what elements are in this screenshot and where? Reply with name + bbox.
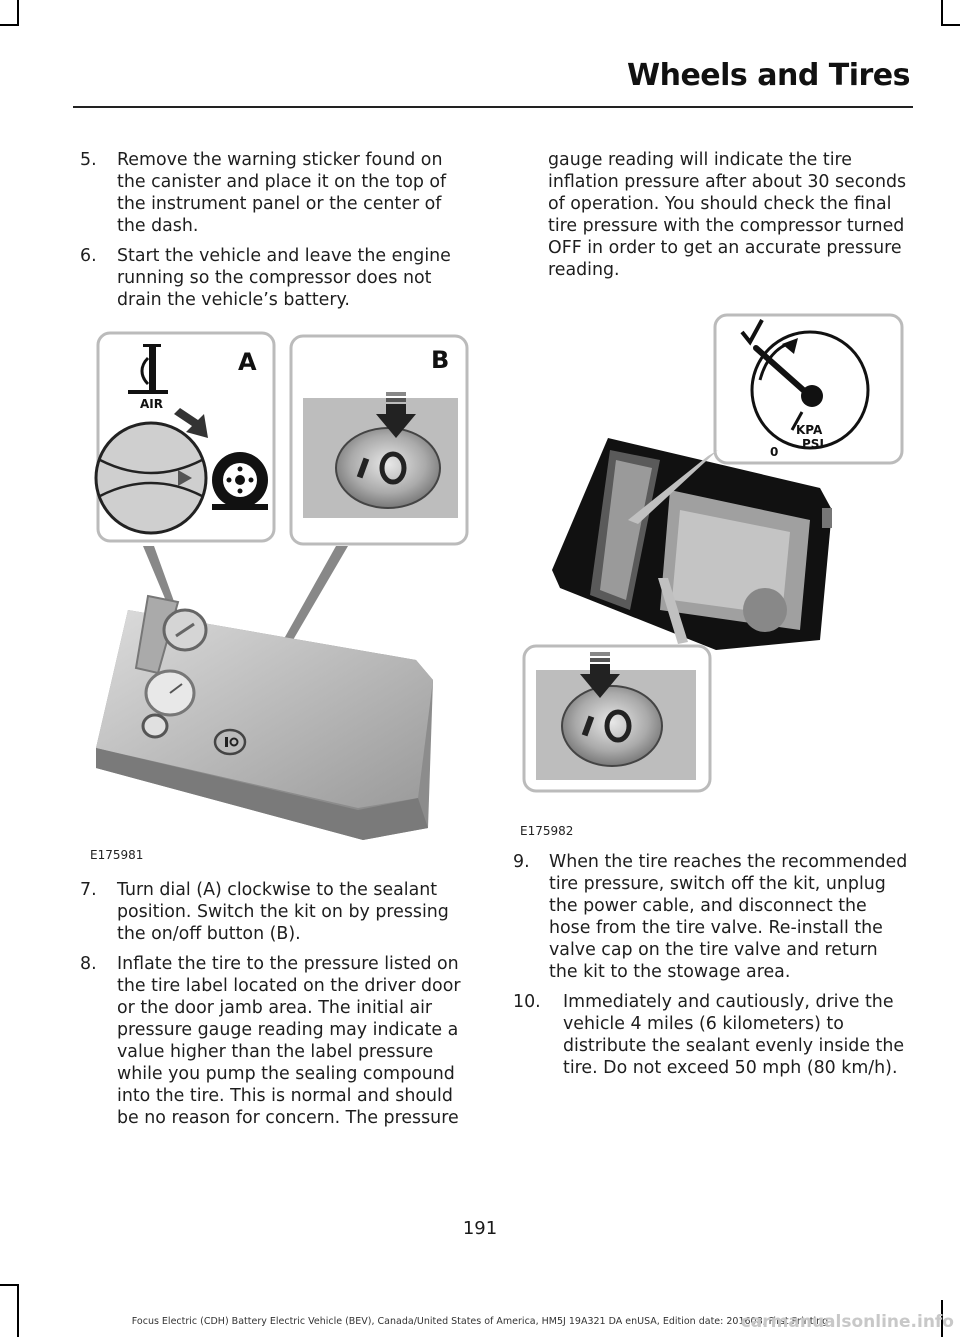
step-text: Immediately and cautiously, drive the vehicle 4 miles (6 kilometers) to distribute the sealant evenly inside the tire. Do not exceed 50 mph (80 km/h). [563, 992, 905, 1078]
inflator-kit-figure [88, 328, 473, 858]
step-6 [80, 245, 470, 311]
inflator-kit-body [96, 596, 433, 840]
dial-knob-icon [96, 423, 206, 533]
step-text: Turn dial (A) clockwise to the sealant position. Switch the kit on by pressing the on/off button (B). [117, 880, 449, 944]
page-title: Wheels and Tires [627, 58, 910, 93]
pressure-gauge-illustration [520, 310, 908, 800]
right-continuation [548, 149, 908, 281]
step-number: 9. [513, 852, 530, 872]
step-text: Inflate the tire to the pressure listed on the tire label located on the driver door or the door jamb area. The initial air pressure gauge reading may indicate a value higher than the label pressure while you pump the sealing compound into the tire. This is normal and should be no reason for concern. The pressure [117, 954, 461, 1128]
gauge-unit-kpa: KPA [796, 423, 823, 437]
step-9 [513, 851, 908, 983]
pressure-gauge-figure [520, 310, 908, 800]
figure-code: E175982 [520, 824, 574, 838]
step-number: 5. [80, 150, 97, 170]
step-number: 7. [80, 880, 97, 900]
step-7 [80, 879, 474, 945]
step-number: 10. [513, 992, 541, 1012]
power-button-icon [562, 686, 662, 766]
crop-mark-top-left-h [0, 24, 19, 26]
step-number: 6. [80, 246, 97, 266]
gauge-unit-psi: PSI [802, 437, 824, 451]
header-divider [73, 106, 913, 108]
left-steps-after [80, 879, 474, 1137]
continuation-text: gauge reading will indicate the tire inflation pressure after about 30 seconds of operation. You should check the final tire pressure with the compressor turned OFF in order to get an accurate pressure reading. [548, 150, 907, 280]
watermark: carmanualsonline.info [740, 1312, 954, 1332]
step-text: When the tire reaches the recommended tire pressure, switch off the kit, unplug the power cable, and disconnect the hose from the tire valve. Re-install the valve cap on the tire valve and return the kit to the stowage area. [549, 852, 908, 982]
figure-code: E175981 [90, 848, 144, 862]
air-label: AIR [140, 397, 163, 411]
step-8 [80, 953, 474, 1129]
crop-mark-bottom-left-v [17, 1284, 19, 1337]
right-steps [513, 851, 908, 1087]
power-button-icon [336, 428, 440, 508]
crop-mark-bottom-left-h [0, 1284, 19, 1286]
step-10 [513, 991, 908, 1079]
step-text: Start the vehicle and leave the engine running so the compressor does not drain the vehicle’s battery. [117, 246, 451, 310]
gauge-zero: 0 [770, 445, 779, 459]
label-a: A [238, 348, 257, 376]
step-text: Remove the warning sticker found on the canister and place it on the top of the instrument panel or the center of the dash. [117, 150, 447, 236]
page-number: 191 [462, 1218, 498, 1239]
crop-mark-top-left-v [17, 0, 19, 26]
crop-mark-top-right-h [941, 24, 960, 26]
step-number: 8. [80, 954, 97, 974]
label-b: B [431, 346, 450, 374]
left-steps-before [80, 149, 470, 319]
crop-mark-top-right-v [941, 0, 943, 26]
step-5 [80, 149, 470, 237]
inflator-kit-illustration [88, 328, 473, 858]
footer-edition-info: Focus Electric (CDH) Battery Electric Vehicle (BEV), Canada/United States of America, HM5J 19A321 DA enUSA, Edition date: 201608, First Printing [131, 1316, 829, 1327]
